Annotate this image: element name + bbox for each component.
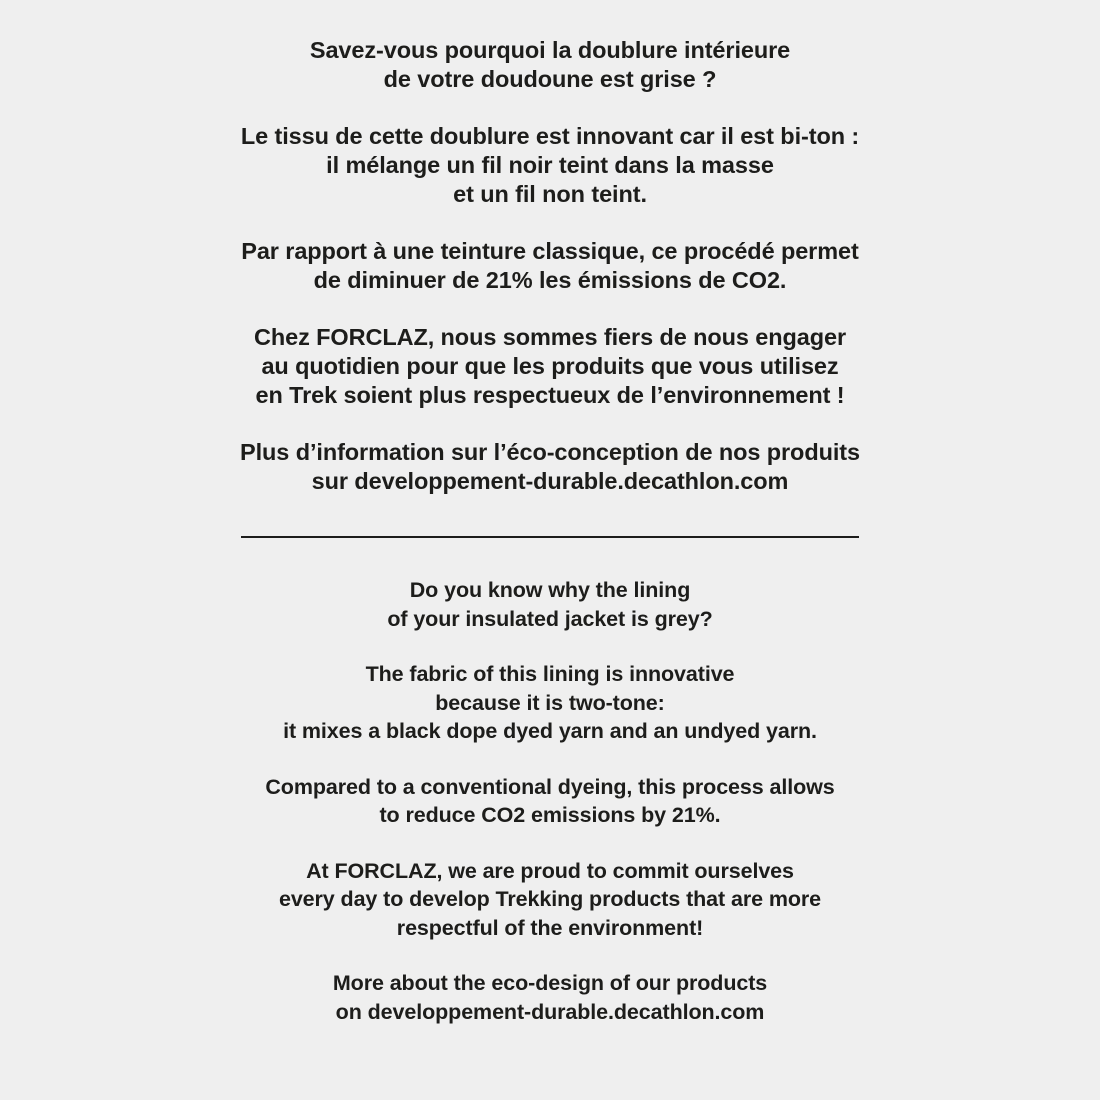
- text-line: sur developpement-durable.decathlon.com: [311, 468, 789, 494]
- text-line: because it is two-tone:: [435, 690, 665, 715]
- text-line: Savez-vous pourquoi la doublure intérieure: [309, 37, 791, 63]
- text-line: At FORCLAZ, we are proud to commit ourselves: [306, 858, 794, 883]
- text-line: Plus d’information sur l’éco-conception de nos produits: [240, 439, 860, 465]
- text-line: The fabric of this lining is innovative: [365, 662, 735, 686]
- paragraph-fr-5: [0, 438, 1100, 496]
- text-line: every day to develop Trekking products that are more: [278, 887, 822, 911]
- text-line: on developpement-durable.decathlon.com: [335, 999, 765, 1024]
- text-line: il mélange un fil noir teint dans la masse: [326, 152, 774, 178]
- text-line: More about the eco-design of our products: [332, 971, 768, 995]
- text-line: respectful of the environment!: [396, 915, 704, 940]
- paragraph-fr-2: [0, 122, 1100, 209]
- paragraph-en-3: [0, 773, 1100, 830]
- text-line: en Trek soient plus respectueux de l’environnement !: [255, 382, 845, 408]
- paragraph-en-4: [0, 857, 1100, 943]
- text-line: au quotidien pour que les produits que vous utilisez: [261, 353, 839, 379]
- english-text-block: [0, 576, 1100, 1026]
- text-line: it mixes a black dope dyed yarn and an undyed yarn.: [283, 719, 817, 743]
- paragraph-en-1: [0, 576, 1100, 633]
- text-line: Chez FORCLAZ, nous sommes fiers de nous engager: [253, 324, 847, 350]
- section-divider: [241, 536, 859, 538]
- text-line: Le tissu de cette doublure est innovant car il est bi-ton :: [240, 123, 860, 149]
- text-line: of your insulated jacket is grey?: [387, 606, 713, 631]
- paragraph-en-5: [0, 969, 1100, 1026]
- text-line: to reduce CO2 emissions by 21%.: [379, 803, 721, 827]
- paragraph-fr-4: [0, 323, 1100, 410]
- text-line: Par rapport à une teinture classique, ce procédé permet: [241, 238, 859, 264]
- paragraph-fr-3: [0, 237, 1100, 295]
- french-text-block: [0, 36, 1100, 496]
- paragraph-fr-1: [0, 36, 1100, 94]
- paragraph-en-2: [0, 660, 1100, 746]
- text-line: et un fil non teint.: [453, 181, 647, 207]
- text-line: Compared to a conventional dyeing, this process allows: [265, 774, 835, 799]
- text-line: Do you know why the lining: [409, 578, 691, 602]
- text-line: de votre doudoune est grise ?: [383, 66, 717, 92]
- text-line: de diminuer de 21% les émissions de CO2.: [313, 267, 787, 293]
